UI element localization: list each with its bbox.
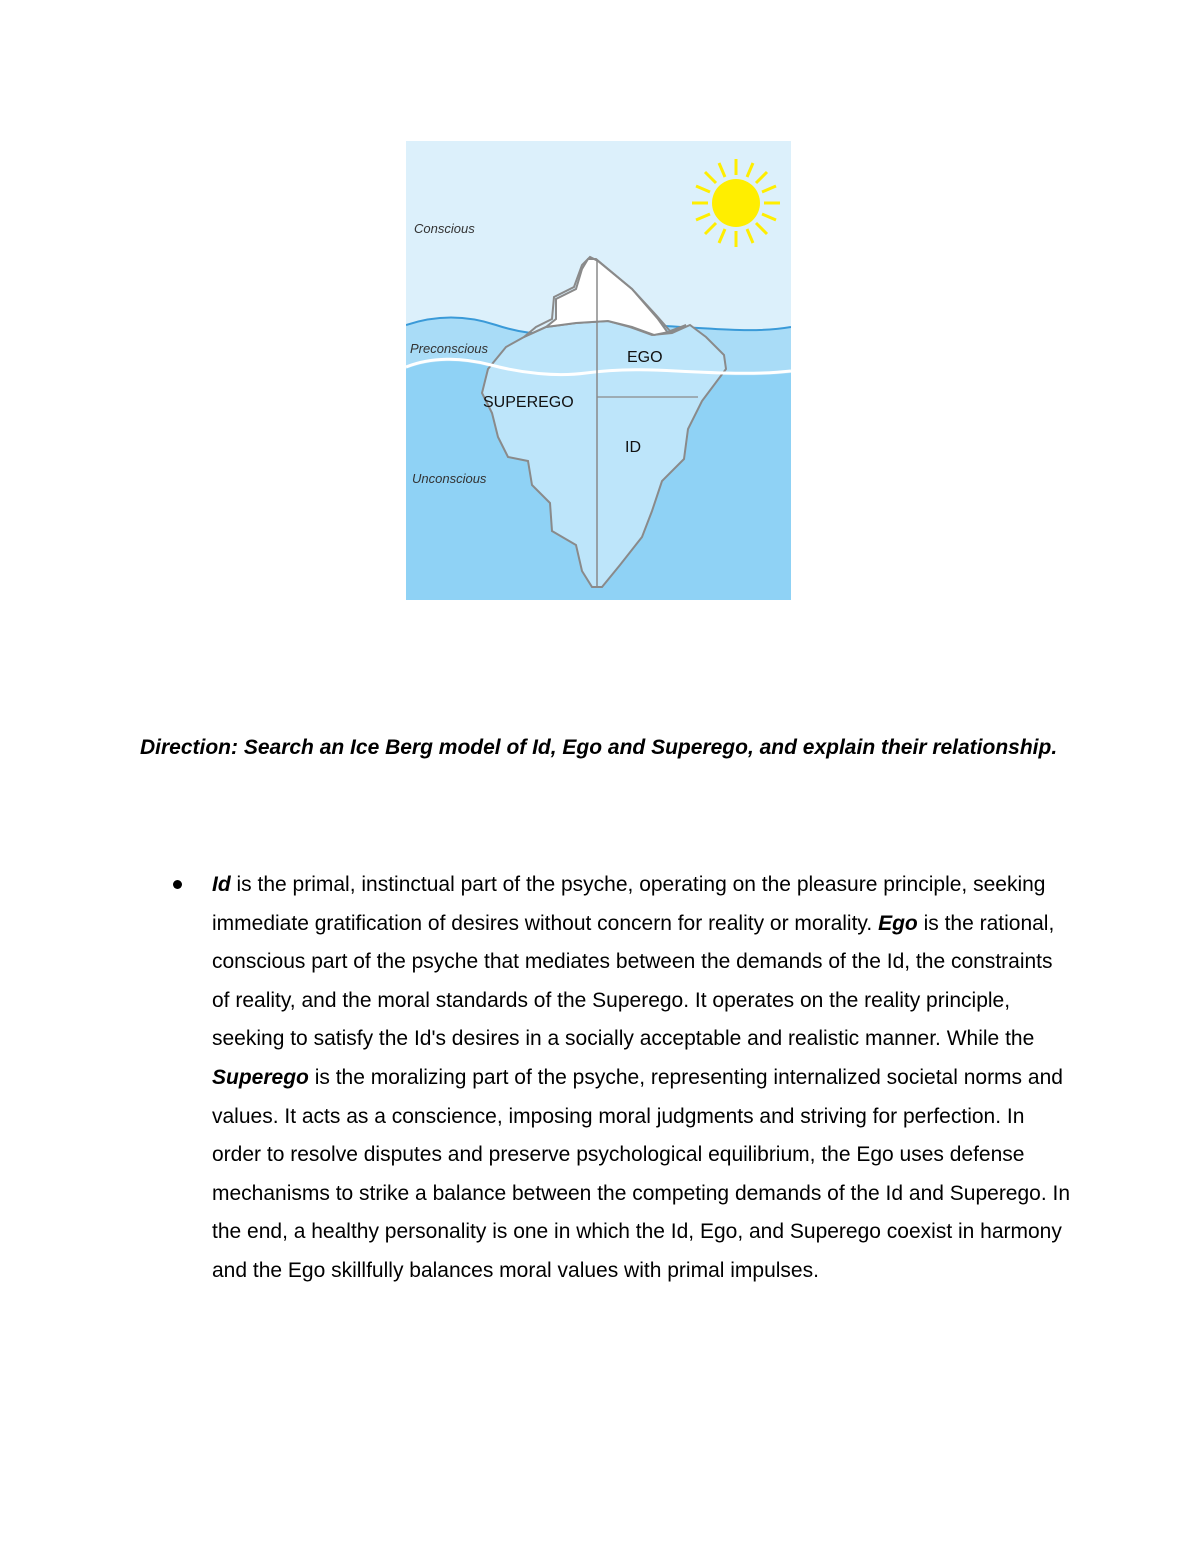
iceberg-diagram-svg	[406, 141, 791, 600]
answer-list-item	[172, 866, 1072, 1291]
id-description: is the primal, instinctual part of the psyche, operating on the pleasure principle, seeking immediate gratification of desires without concern for reality or morality.	[212, 873, 1046, 935]
label-superego: SUPEREGO	[483, 394, 574, 411]
direction-text: Direction: Search an Ice Berg model of Id, Ego and Superego, and explain their relationship.	[140, 736, 1058, 759]
superego-term: Superego	[212, 1065, 309, 1089]
answer-list	[172, 866, 1072, 1291]
label-unconscious: Unconscious	[412, 471, 487, 486]
iceberg-diagram	[406, 141, 791, 600]
bullet-icon	[173, 880, 182, 889]
superego-description: is the moralizing part of the psyche, representing internalized societal norms and values. It acts as a conscience, imposing moral judgments and striving for perfection. In order to resolve disputes and preserve psychological equilibrium, the Ego uses defense mechanisms to strike a balance between the competing demands of the Id and Superego. In the end, a healthy personality is one in which the Id, Ego, and Superego coexist in harmony and the Ego skillfully balances moral values with primal impulses.	[212, 1065, 1071, 1282]
ego-term: Ego	[878, 911, 918, 935]
label-preconscious: Preconscious	[410, 341, 489, 356]
ego-description: is the rational, conscious part of the psyche that mediates between the demands of the Id, the constraints of reality, and the moral standards of the Superego. It operates on the reality principle, seeking to satisfy the Id's desires in a socially acceptable and realistic manner. While the	[212, 911, 1055, 1051]
label-ego: EGO	[627, 349, 663, 366]
label-conscious: Conscious	[414, 221, 475, 236]
id-term: Id	[212, 873, 231, 896]
label-id: ID	[625, 439, 641, 456]
sun-icon	[692, 159, 780, 247]
